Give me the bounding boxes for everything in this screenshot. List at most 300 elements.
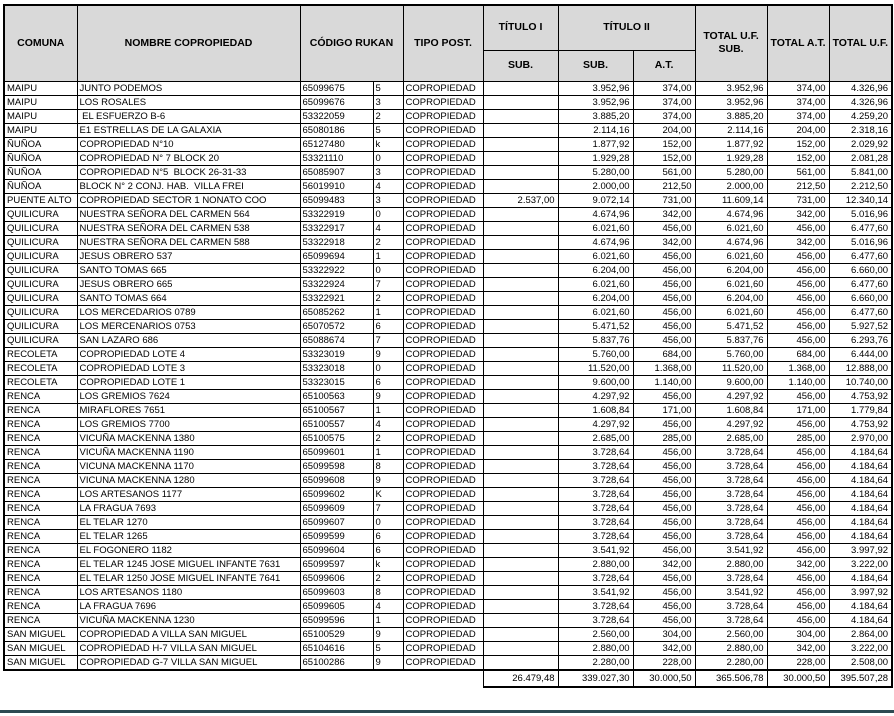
- total-at-cell: 342,00: [767, 557, 829, 571]
- titulo-i-sub-cell: [483, 95, 558, 109]
- total-at-cell: 456,00: [767, 291, 829, 305]
- col-header-titulo-ii-sub: SUB.: [558, 50, 633, 81]
- codigo-rukan-cell: 56019910: [300, 179, 373, 193]
- codigo-dv-cell: 9: [373, 473, 403, 487]
- titulo-ii-at-cell: 342,00: [633, 207, 695, 221]
- titulo-ii-sub-cell: 3.541,92: [558, 585, 633, 599]
- total-at-cell: 456,00: [767, 305, 829, 319]
- titulo-ii-at-cell: 456,00: [633, 501, 695, 515]
- titulo-i-sub-cell: [483, 263, 558, 277]
- titulo-ii-at-cell: 456,00: [633, 599, 695, 613]
- codigo-rukan-cell: 53323019: [300, 347, 373, 361]
- comuna-cell: QUILICURA: [4, 207, 77, 221]
- total-titulo-ii-sub: 339.027,30: [558, 670, 633, 687]
- col-header-total-uf: TOTAL U.F.: [829, 5, 892, 81]
- codigo-rukan-cell: 53322918: [300, 235, 373, 249]
- total-uf-sub-cell: 3.728,64: [695, 571, 767, 585]
- total-uf-sub-cell: 3.728,64: [695, 599, 767, 613]
- total-uf-cell: 4.184,64: [829, 571, 892, 585]
- codigo-dv-cell: 1: [373, 305, 403, 319]
- nombre-copropiedad-cell: VICUNA MACKENNA 1280: [77, 473, 300, 487]
- nombre-copropiedad-cell: JESUS OBRERO 665: [77, 277, 300, 291]
- codigo-dv-cell: 0: [373, 263, 403, 277]
- codigo-dv-cell: 2: [373, 291, 403, 305]
- tipo-post-cell: COPROPIEDAD: [403, 165, 483, 179]
- total-uf-sub-cell: 1.929,28: [695, 151, 767, 165]
- titulo-ii-sub-cell: 6.021,60: [558, 249, 633, 263]
- table-row: [4, 333, 892, 347]
- tipo-post-cell: COPROPIEDAD: [403, 571, 483, 585]
- total-uf-cell: 3.997,92: [829, 585, 892, 599]
- codigo-dv-cell: 4: [373, 221, 403, 235]
- total-uf-sub-cell: 6.021,60: [695, 221, 767, 235]
- total-at-cell: 456,00: [767, 459, 829, 473]
- nombre-copropiedad-cell: JUNTO PODEMOS: [77, 81, 300, 95]
- total-uf-sub-cell: 3.728,64: [695, 515, 767, 529]
- titulo-ii-at-cell: 456,00: [633, 613, 695, 627]
- col-header-titulo-ii: TÍTULO II: [558, 5, 695, 50]
- total-uf-cell: 5.841,00: [829, 165, 892, 179]
- tipo-post-cell: COPROPIEDAD: [403, 417, 483, 431]
- total-uf-sub-cell: 2.880,00: [695, 641, 767, 655]
- titulo-ii-sub-cell: 5.471,52: [558, 319, 633, 333]
- total-uf-cell: 6.477,60: [829, 305, 892, 319]
- total-at-cell: 456,00: [767, 571, 829, 585]
- titulo-ii-sub-cell: 6.021,60: [558, 277, 633, 291]
- titulo-ii-sub-cell: 3.728,64: [558, 515, 633, 529]
- table-row: [4, 473, 892, 487]
- titulo-i-sub-cell: [483, 277, 558, 291]
- table-row: [4, 221, 892, 235]
- titulo-ii-at-cell: 456,00: [633, 473, 695, 487]
- total-at-cell: 456,00: [767, 389, 829, 403]
- total-uf-sub-cell: 5.760,00: [695, 347, 767, 361]
- codigo-rukan-cell: 65099606: [300, 571, 373, 585]
- total-at-cell: 456,00: [767, 599, 829, 613]
- titulo-ii-sub-cell: 2.880,00: [558, 557, 633, 571]
- comuna-cell: RENCA: [4, 459, 77, 473]
- table-row: [4, 627, 892, 641]
- titulo-ii-at-cell: 456,00: [633, 445, 695, 459]
- nombre-copropiedad-cell: E1 ESTRELLAS DE LA GALAXIA: [77, 123, 300, 137]
- codigo-dv-cell: 7: [373, 277, 403, 291]
- titulo-ii-at-cell: 456,00: [633, 291, 695, 305]
- codigo-rukan-cell: 65099602: [300, 487, 373, 501]
- tipo-post-cell: COPROPIEDAD: [403, 655, 483, 670]
- total-at-cell: 456,00: [767, 501, 829, 515]
- codigo-dv-cell: 2: [373, 235, 403, 249]
- table-row: [4, 431, 892, 445]
- titulo-i-sub-cell: [483, 221, 558, 235]
- comuna-cell: ÑUÑOA: [4, 151, 77, 165]
- titulo-ii-sub-cell: 3.728,64: [558, 529, 633, 543]
- titulo-ii-sub-cell: 4.297,92: [558, 389, 633, 403]
- titulo-ii-sub-cell: 6.204,00: [558, 263, 633, 277]
- codigo-dv-cell: 9: [373, 347, 403, 361]
- codigo-dv-cell: 4: [373, 599, 403, 613]
- total-uf-sub-cell: 3.952,96: [695, 81, 767, 95]
- table-row: [4, 543, 892, 557]
- codigo-rukan-cell: 65099483: [300, 193, 373, 207]
- codigo-rukan-cell: 65099608: [300, 473, 373, 487]
- tipo-post-cell: COPROPIEDAD: [403, 235, 483, 249]
- titulo-i-sub-cell: [483, 571, 558, 585]
- table-row: [4, 81, 892, 95]
- total-at-cell: 456,00: [767, 249, 829, 263]
- codigo-rukan-cell: 53322917: [300, 221, 373, 235]
- codigo-dv-cell: 4: [373, 179, 403, 193]
- nombre-copropiedad-cell: LOS ARTESANOS 1177: [77, 487, 300, 501]
- codigo-rukan-cell: 65099604: [300, 543, 373, 557]
- tipo-post-cell: COPROPIEDAD: [403, 627, 483, 641]
- codigo-rukan-cell: 65085907: [300, 165, 373, 179]
- table-row: [4, 291, 892, 305]
- titulo-i-sub-cell: [483, 473, 558, 487]
- comuna-cell: QUILICURA: [4, 319, 77, 333]
- total-at-cell: 374,00: [767, 109, 829, 123]
- nombre-copropiedad-cell: EL TELAR 1265: [77, 529, 300, 543]
- total-at-cell: 456,00: [767, 515, 829, 529]
- table-row: [4, 207, 892, 221]
- comuna-cell: ÑUÑOA: [4, 137, 77, 151]
- total-titulo-i-sub: 26.479,48: [483, 670, 558, 687]
- table-row: [4, 165, 892, 179]
- titulo-ii-at-cell: 456,00: [633, 277, 695, 291]
- tipo-post-cell: COPROPIEDAD: [403, 613, 483, 627]
- tipo-post-cell: COPROPIEDAD: [403, 291, 483, 305]
- codigo-rukan-cell: 65104616: [300, 641, 373, 655]
- titulo-ii-sub-cell: 5.280,00: [558, 165, 633, 179]
- titulo-i-sub-cell: [483, 151, 558, 165]
- comuna-cell: RENCA: [4, 515, 77, 529]
- comuna-cell: QUILICURA: [4, 249, 77, 263]
- titulo-ii-at-cell: 456,00: [633, 417, 695, 431]
- comuna-cell: MAIPU: [4, 109, 77, 123]
- tipo-post-cell: COPROPIEDAD: [403, 543, 483, 557]
- titulo-i-sub-cell: [483, 389, 558, 403]
- titulo-ii-at-cell: 456,00: [633, 543, 695, 557]
- total-at-cell: 456,00: [767, 333, 829, 347]
- nombre-copropiedad-cell: COPROPIEDAD LOTE 3: [77, 361, 300, 375]
- total-titulo-ii-at: 30.000,50: [633, 670, 695, 687]
- total-uf-cell: 3.222,00: [829, 641, 892, 655]
- titulo-i-sub-cell: [483, 361, 558, 375]
- codigo-rukan-cell: 65088674: [300, 333, 373, 347]
- titulo-ii-sub-cell: 2.880,00: [558, 641, 633, 655]
- codigo-rukan-cell: 65080186: [300, 123, 373, 137]
- total-uf-sub-cell: 2.880,00: [695, 557, 767, 571]
- nombre-copropiedad-cell: COPROPIEDAD A VILLA SAN MIGUEL: [77, 627, 300, 641]
- nombre-copropiedad-cell: MIRAFLORES 7651: [77, 403, 300, 417]
- comuna-cell: RENCA: [4, 557, 77, 571]
- total-uf-sub-cell: 6.021,60: [695, 249, 767, 263]
- titulo-ii-sub-cell: 3.728,64: [558, 473, 633, 487]
- titulo-ii-at-cell: 374,00: [633, 81, 695, 95]
- titulo-ii-sub-cell: 3.541,92: [558, 543, 633, 557]
- total-uf-sub-cell: 3.728,64: [695, 613, 767, 627]
- nombre-copropiedad-cell: JESUS OBRERO 537: [77, 249, 300, 263]
- codigo-dv-cell: 6: [373, 543, 403, 557]
- tipo-post-cell: COPROPIEDAD: [403, 445, 483, 459]
- titulo-ii-at-cell: 456,00: [633, 585, 695, 599]
- titulo-ii-at-cell: 684,00: [633, 347, 695, 361]
- codigo-rukan-cell: 65127480: [300, 137, 373, 151]
- tipo-post-cell: COPROPIEDAD: [403, 193, 483, 207]
- total-at-cell: 342,00: [767, 207, 829, 221]
- total-uf-cell: 4.326,96: [829, 95, 892, 109]
- titulo-ii-at-cell: 456,00: [633, 515, 695, 529]
- nombre-copropiedad-cell: COPROPIEDAD LOTE 4: [77, 347, 300, 361]
- tipo-post-cell: COPROPIEDAD: [403, 599, 483, 613]
- comuna-cell: RENCA: [4, 487, 77, 501]
- titulo-i-sub-cell: [483, 403, 558, 417]
- titulo-i-sub-cell: [483, 599, 558, 613]
- total-uf-sub-cell: 4.674,96: [695, 207, 767, 221]
- comuna-cell: RENCA: [4, 585, 77, 599]
- tipo-post-cell: COPROPIEDAD: [403, 473, 483, 487]
- comuna-cell: SAN MIGUEL: [4, 641, 77, 655]
- col-header-tipo-post: TIPO POST.: [403, 5, 483, 81]
- total-uf-cell: 6.660,00: [829, 263, 892, 277]
- comuna-cell: RENCA: [4, 501, 77, 515]
- comuna-cell: RECOLETA: [4, 347, 77, 361]
- codigo-dv-cell: 2: [373, 571, 403, 585]
- total-uf-sub-cell: 5.837,76: [695, 333, 767, 347]
- total-uf-cell: 6.477,60: [829, 221, 892, 235]
- codigo-rukan-cell: 65100286: [300, 655, 373, 670]
- col-header-nombre-copropiedad: NOMBRE COPROPIEDAD: [77, 5, 300, 81]
- codigo-dv-cell: 2: [373, 109, 403, 123]
- total-uf-cell: 2.508,00: [829, 655, 892, 670]
- titulo-i-sub-cell: [483, 445, 558, 459]
- nombre-copropiedad-cell: VICUÑA MACKENNA 1380: [77, 431, 300, 445]
- titulo-ii-sub-cell: 6.021,60: [558, 221, 633, 235]
- table-row: [4, 277, 892, 291]
- nombre-copropiedad-cell: VICUÑA MACKENNA 1230: [77, 613, 300, 627]
- nombre-copropiedad-cell: NUESTRA SEÑORA DEL CARMEN 564: [77, 207, 300, 221]
- comuna-cell: QUILICURA: [4, 305, 77, 319]
- nombre-copropiedad-cell: COPROPIEDAD H-7 VILLA SAN MIGUEL: [77, 641, 300, 655]
- titulo-i-sub-cell: [483, 179, 558, 193]
- total-uf-cell: 2.081,28: [829, 151, 892, 165]
- comuna-cell: RECOLETA: [4, 361, 77, 375]
- nombre-copropiedad-cell: COPROPIEDAD N°10: [77, 137, 300, 151]
- codigo-dv-cell: 3: [373, 165, 403, 179]
- total-at-cell: 374,00: [767, 95, 829, 109]
- titulo-ii-sub-cell: 9.600,00: [558, 375, 633, 389]
- total-uf-sub-cell: 3.885,20: [695, 109, 767, 123]
- tipo-post-cell: COPROPIEDAD: [403, 151, 483, 165]
- titulo-ii-sub-cell: 1.608,84: [558, 403, 633, 417]
- total-at-cell: 304,00: [767, 627, 829, 641]
- total-uf-sub-cell: 2.560,00: [695, 627, 767, 641]
- codigo-dv-cell: 8: [373, 585, 403, 599]
- titulo-i-sub-cell: [483, 235, 558, 249]
- total-at-cell: 456,00: [767, 543, 829, 557]
- titulo-i-sub-cell: [483, 249, 558, 263]
- total-uf-cell: 2.212,50: [829, 179, 892, 193]
- total-uf-sub-cell: 3.541,92: [695, 543, 767, 557]
- codigo-rukan-cell: 65099605: [300, 599, 373, 613]
- titulo-i-sub-cell: [483, 417, 558, 431]
- nombre-copropiedad-cell: EL ESFUERZO B-6: [77, 109, 300, 123]
- nombre-copropiedad-cell: EL TELAR 1245 JOSE MIGUEL INFANTE 7631: [77, 557, 300, 571]
- codigo-rukan-cell: 65099607: [300, 515, 373, 529]
- col-header-titulo-ii-at: A.T.: [633, 50, 695, 81]
- table-row: [4, 445, 892, 459]
- nombre-copropiedad-cell: EL FOGONERO 1182: [77, 543, 300, 557]
- total-uf-sub-cell: 2.280,00: [695, 655, 767, 670]
- total-uf-sub-cell: 6.204,00: [695, 291, 767, 305]
- nombre-copropiedad-cell: COPROPIEDAD N°5 BLOCK 26-31-33: [77, 165, 300, 179]
- codigo-dv-cell: 7: [373, 501, 403, 515]
- tipo-post-cell: COPROPIEDAD: [403, 361, 483, 375]
- titulo-ii-at-cell: 456,00: [633, 305, 695, 319]
- titulo-ii-at-cell: 374,00: [633, 95, 695, 109]
- titulo-ii-sub-cell: 2.114,16: [558, 123, 633, 137]
- titulo-ii-sub-cell: 1.929,28: [558, 151, 633, 165]
- nombre-copropiedad-cell: NUESTRA SEÑORA DEL CARMEN 538: [77, 221, 300, 235]
- tipo-post-cell: COPROPIEDAD: [403, 333, 483, 347]
- total-uf-cell: 6.660,00: [829, 291, 892, 305]
- copropiedades-table: [3, 4, 893, 688]
- tipo-post-cell: COPROPIEDAD: [403, 137, 483, 151]
- total-uf-cell: 4.259,20: [829, 109, 892, 123]
- codigo-rukan-cell: 53323018: [300, 361, 373, 375]
- total-uf-sub-cell: 2.114,16: [695, 123, 767, 137]
- codigo-dv-cell: K: [373, 487, 403, 501]
- total-at-cell: 152,00: [767, 151, 829, 165]
- total-uf-cell: 12.340,14: [829, 193, 892, 207]
- table-row: [4, 123, 892, 137]
- total-uf-sub-cell: 1.877,92: [695, 137, 767, 151]
- tipo-post-cell: COPROPIEDAD: [403, 487, 483, 501]
- titulo-ii-at-cell: 342,00: [633, 641, 695, 655]
- table-row: [4, 417, 892, 431]
- table-row: [4, 193, 892, 207]
- titulo-ii-at-cell: 456,00: [633, 459, 695, 473]
- total-at-cell: 456,00: [767, 277, 829, 291]
- codigo-rukan-cell: 53322919: [300, 207, 373, 221]
- total-at-cell: 456,00: [767, 221, 829, 235]
- titulo-ii-sub-cell: 5.760,00: [558, 347, 633, 361]
- total-uf-cell: 4.184,64: [829, 473, 892, 487]
- total-uf-sub-cell: 1.608,84: [695, 403, 767, 417]
- total-at-cell: 456,00: [767, 529, 829, 543]
- table-row: [4, 375, 892, 389]
- codigo-rukan-cell: 65099597: [300, 557, 373, 571]
- tipo-post-cell: COPROPIEDAD: [403, 403, 483, 417]
- nombre-copropiedad-cell: COPROPIEDAD LOTE 1: [77, 375, 300, 389]
- total-at-cell: 228,00: [767, 655, 829, 670]
- total-uf-sub-cell: 5.280,00: [695, 165, 767, 179]
- total-uf-sub-cell: 6.021,60: [695, 277, 767, 291]
- codigo-dv-cell: 5: [373, 641, 403, 655]
- titulo-ii-at-cell: 171,00: [633, 403, 695, 417]
- col-header-titulo-i: TÍTULO I: [483, 5, 558, 50]
- titulo-ii-at-cell: 456,00: [633, 221, 695, 235]
- titulo-ii-sub-cell: 6.204,00: [558, 291, 633, 305]
- table-row: [4, 235, 892, 249]
- tipo-post-cell: COPROPIEDAD: [403, 347, 483, 361]
- titulo-i-sub-cell: [483, 333, 558, 347]
- nombre-copropiedad-cell: COPROPIEDAD N° 7 BLOCK 20: [77, 151, 300, 165]
- comuna-cell: RENCA: [4, 543, 77, 557]
- titulo-ii-sub-cell: 5.837,76: [558, 333, 633, 347]
- comuna-cell: QUILICURA: [4, 277, 77, 291]
- total-at-cell: 285,00: [767, 431, 829, 445]
- comuna-cell: MAIPU: [4, 123, 77, 137]
- titulo-i-sub-cell: [483, 613, 558, 627]
- codigo-dv-cell: 0: [373, 151, 403, 165]
- titulo-i-sub-cell: [483, 543, 558, 557]
- titulo-ii-at-cell: 152,00: [633, 137, 695, 151]
- total-at-cell: 1.140,00: [767, 375, 829, 389]
- codigo-rukan-cell: 65100529: [300, 627, 373, 641]
- titulo-ii-at-cell: 342,00: [633, 235, 695, 249]
- total-uf-cell: 12.888,00: [829, 361, 892, 375]
- codigo-dv-cell: 0: [373, 361, 403, 375]
- titulo-i-sub-cell: [483, 347, 558, 361]
- table-row: [4, 571, 892, 585]
- table-row: [4, 599, 892, 613]
- total-uf-sub-cell: 4.297,92: [695, 417, 767, 431]
- table-row: [4, 95, 892, 109]
- titulo-ii-at-cell: 374,00: [633, 109, 695, 123]
- titulo-ii-sub-cell: 2.000,00: [558, 179, 633, 193]
- totals-row: [4, 670, 892, 687]
- codigo-dv-cell: 5: [373, 81, 403, 95]
- tipo-post-cell: COPROPIEDAD: [403, 585, 483, 599]
- nombre-copropiedad-cell: COPROPIEDAD G-7 VILLA SAN MIGUEL: [77, 655, 300, 670]
- total-uf-sub-cell: 3.541,92: [695, 585, 767, 599]
- titulo-ii-at-cell: 456,00: [633, 249, 695, 263]
- tipo-post-cell: COPROPIEDAD: [403, 389, 483, 403]
- total-uf-cell: 4.184,64: [829, 613, 892, 627]
- codigo-rukan-cell: 65099599: [300, 529, 373, 543]
- total-uf-cell: 6.477,60: [829, 249, 892, 263]
- total-uf-sub-cell: 3.728,64: [695, 501, 767, 515]
- titulo-i-sub-cell: [483, 557, 558, 571]
- titulo-i-sub-cell: [483, 207, 558, 221]
- table-row: [4, 109, 892, 123]
- total-at-cell: 152,00: [767, 137, 829, 151]
- titulo-ii-sub-cell: 2.685,00: [558, 431, 633, 445]
- col-header-titulo-i-sub: SUB.: [483, 50, 558, 81]
- comuna-cell: QUILICURA: [4, 235, 77, 249]
- titulo-i-sub-cell: 2.537,00: [483, 193, 558, 207]
- col-header-comuna: COMUNA: [4, 5, 77, 81]
- table-row: [4, 529, 892, 543]
- codigo-dv-cell: 0: [373, 515, 403, 529]
- titulo-ii-at-cell: 152,00: [633, 151, 695, 165]
- titulo-i-sub-cell: [483, 291, 558, 305]
- total-uf-cell: 6.444,00: [829, 347, 892, 361]
- codigo-rukan-cell: 65099609: [300, 501, 373, 515]
- titulo-i-sub-cell: [483, 305, 558, 319]
- total-uf-cell: 4.753,92: [829, 417, 892, 431]
- nombre-copropiedad-cell: EL TELAR 1250 JOSE MIGUEL INFANTE 7641: [77, 571, 300, 585]
- codigo-rukan-cell: 65099596: [300, 613, 373, 627]
- titulo-ii-at-cell: 228,00: [633, 655, 695, 670]
- codigo-dv-cell: 0: [373, 207, 403, 221]
- comuna-cell: RECOLETA: [4, 375, 77, 389]
- comuna-cell: RENCA: [4, 613, 77, 627]
- bottom-rule: [0, 710, 894, 713]
- tipo-post-cell: COPROPIEDAD: [403, 207, 483, 221]
- codigo-dv-cell: 1: [373, 445, 403, 459]
- titulo-i-sub-cell: [483, 431, 558, 445]
